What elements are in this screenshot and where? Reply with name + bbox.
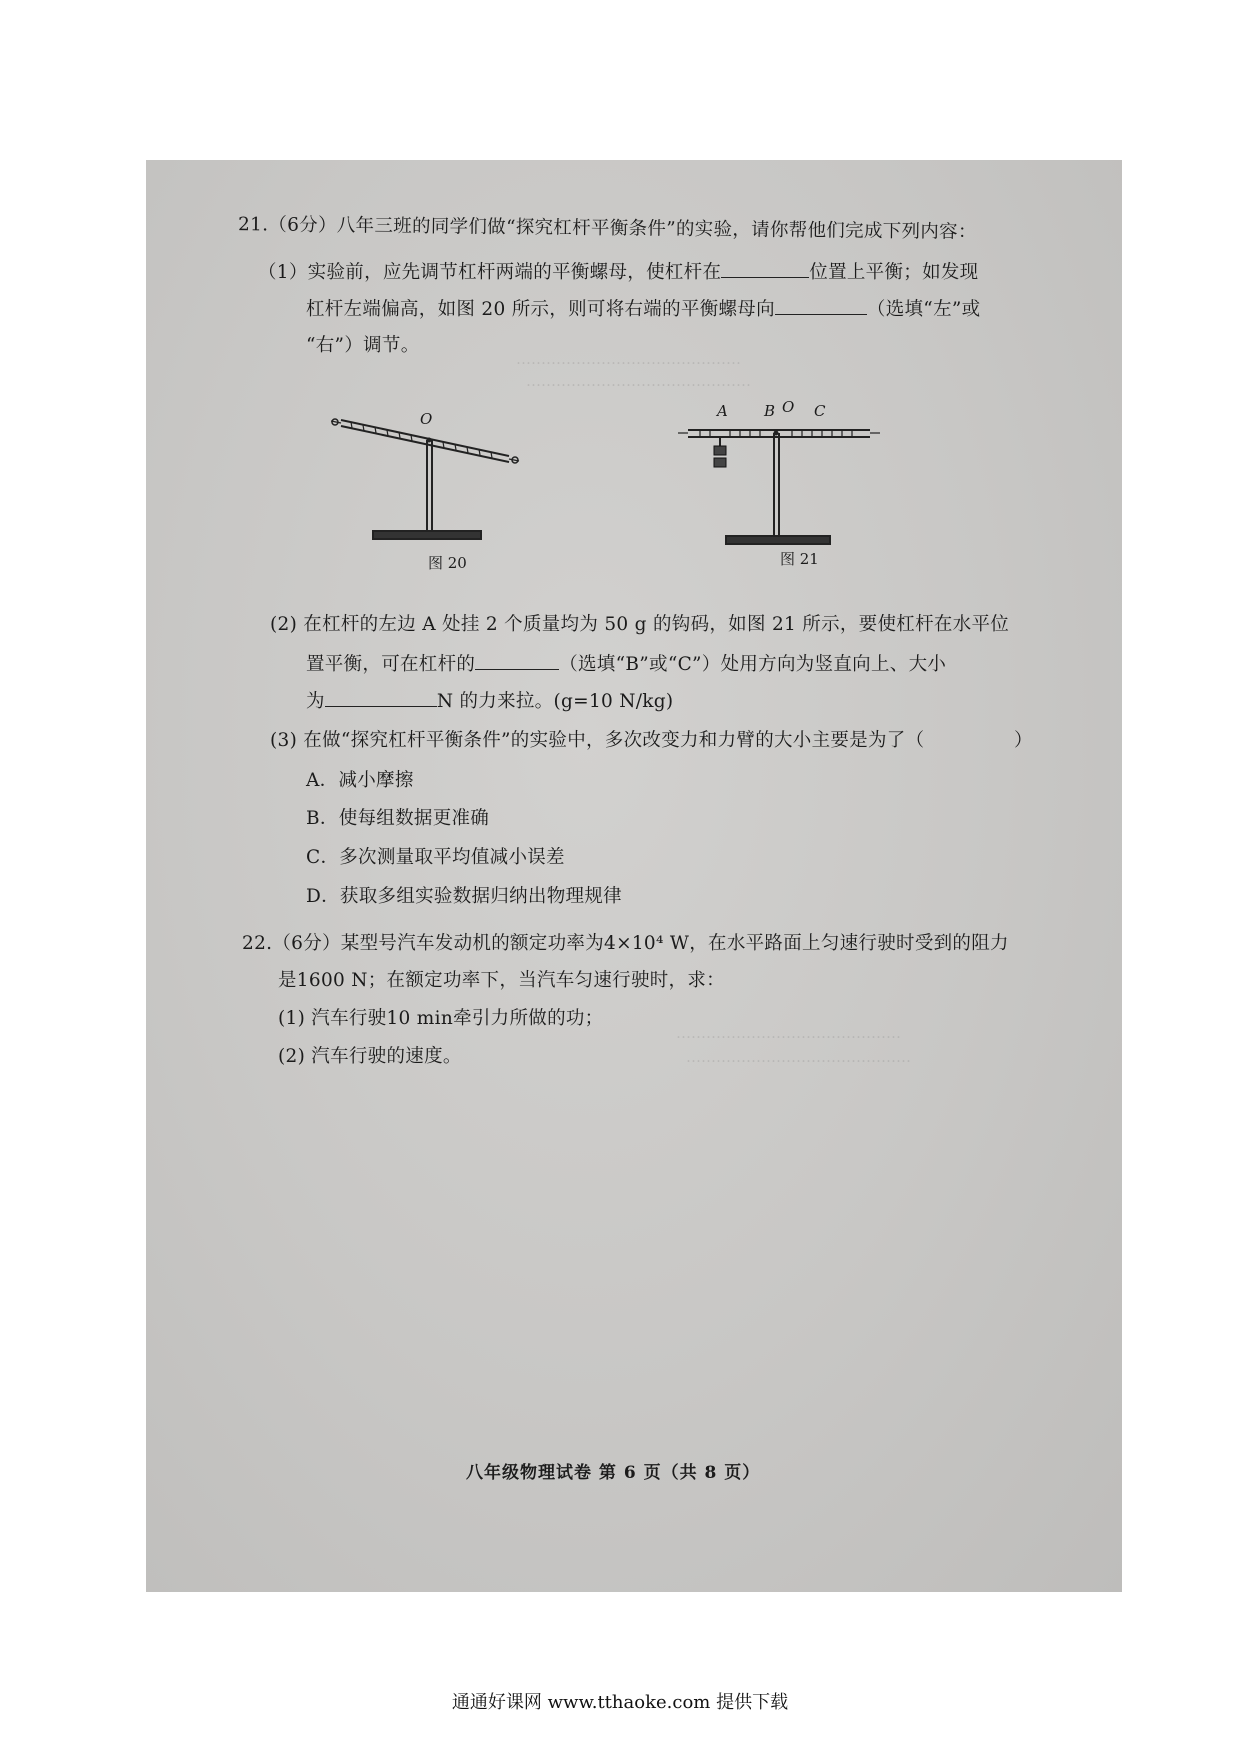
fig20-caption: 图 20 [428,554,467,572]
answer-blank[interactable] [475,653,559,670]
q21-part2-text-c: 为 [306,691,325,712]
q21-part2-text-d: N 的力来拉。(g=10 N/kg) [436,691,674,712]
q21-header: 21.（6分）八年三班的同学们做“探究杠杆平衡条件”的实验，请你帮他们完成下列内容： [237,214,977,243]
bleed-through-text: ……………………………………… [526,372,751,390]
q21-part3-paren-close: ） [1014,730,1033,751]
option-c: C．多次测量取平均值减小误差 [306,847,565,868]
fig21-point-c: C [814,402,826,420]
fig20-pivot-label: O [420,410,433,428]
q22-line2: 是1600 N；在额定功率下，当汽车匀速行驶时，求： [278,970,725,991]
fig21-point-o: O [782,398,795,416]
q21-part1-text-d: （选填“左”或 [866,299,981,320]
fig21-point-b: B [764,402,776,420]
answer-blank[interactable] [775,298,867,315]
figure-21-lever-level [676,418,882,548]
q21-part2-text-a: 置平衡，可在杠杆的 [306,654,476,675]
q21-part3-question: (3) 在做“探究杠杆平衡条件”的实验中，多次改变力和力臂的大小主要是为了（ [270,730,925,751]
bleed-through-text: ……………………………………… [516,350,741,368]
q21-part1-line1 [258,261,978,284]
page-footer: 八年级物理试卷 第 6 页（共 8 页） [466,1463,761,1483]
option-b: B．使每组数据更准确 [306,808,490,829]
q21-part1-text-b: 位置上平衡；如发现 [809,262,979,283]
figure-20-lever-tilted [331,408,521,548]
q22-sub2: (2) 汽车行驶的速度。 [278,1046,462,1067]
hook-weight-2 [714,458,726,467]
bleed-through-text: ……………………………………… [686,1048,911,1066]
q21-part1-text-a: （1）实验前，应先调节杠杆两端的平衡螺母，使杠杆在 [258,262,722,283]
q21-part2-line1: (2) 在杠杆的左边 A 处挂 2 个质量均为 50 g 的钩码，如图 21 所示，要使杠杆在水平位 [270,614,1010,635]
q21-part1-line3: “右”）调节。 [306,335,420,356]
fig21-point-a: A [717,402,728,420]
q21-part2-line3 [306,690,673,713]
exam-page-photo [146,160,1122,1592]
answer-blank[interactable] [325,690,437,707]
answer-blank[interactable] [721,261,809,278]
q21-part1-text-c: 杠杆左端偏高，如图 20 所示，则可将右端的平衡螺母向 [306,299,775,320]
q22-line1: 22.（6分）某型号汽车发动机的额定功率为4×10⁴ W，在水平路面上匀速行驶时受到的阻力 [242,933,1009,954]
q22-sub1: (1) 汽车行驶10 min牵引力所做的功； [278,1008,604,1029]
q21-part2-text-b: （选填“B”或“C”）处用方向为竖直向上、大小 [559,654,947,675]
option-a: A．减小摩擦 [306,770,414,791]
fig21-caption: 图 21 [780,550,819,568]
q21-part1-line2 [306,298,980,321]
hook-weight-1 [714,446,726,455]
download-watermark: 通通好课网 www.tthaoke.com 提供下载 [451,1692,789,1713]
bleed-through-text: ……………………………………… [676,1024,901,1042]
q21-part2-line2 [306,653,946,676]
option-d: D．获取多组实验数据归纳出物理规律 [306,886,622,907]
